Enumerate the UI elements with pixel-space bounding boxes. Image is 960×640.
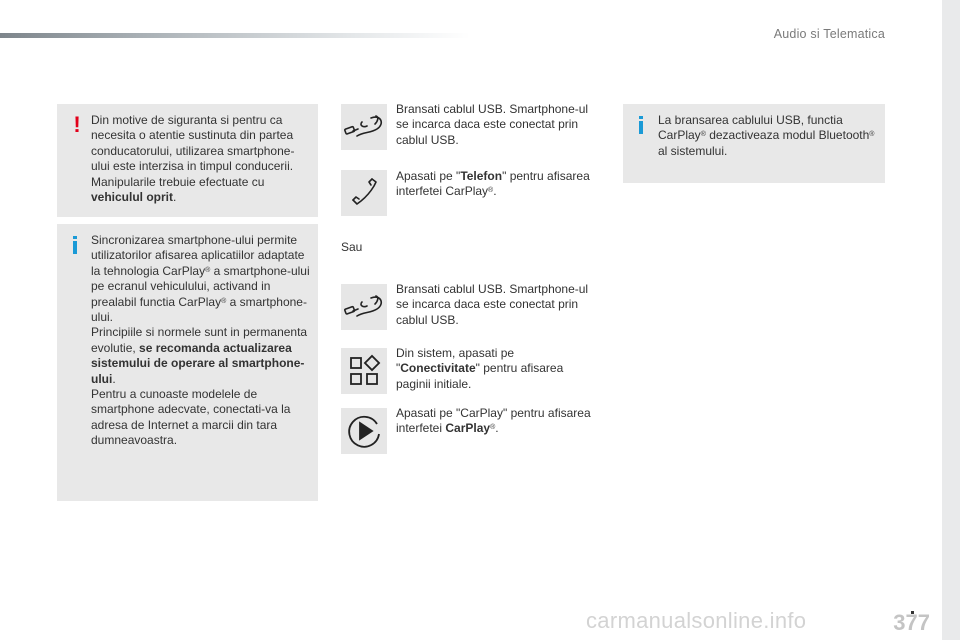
warning-box [57,104,318,217]
exclamation-icon: ! [73,112,81,137]
info-text-bluetooth: La bransarea cablului USB, functia CarPlay® dezactiveaza modul Bluetooth® al sistemului. [658,113,875,158]
info-icon [639,116,643,130]
info-text-carplay: Sincronizarea smartphone-ului permite utilizatorilor afisarea aplicatiilor adaptate la tehnologia CarPlay® a smartphone-ului pe ecranul vehiculului, activand in prealabil functia CarPlay® a smartphone-ului. Principiile si normele sunt in permanenta evolutie, se recomanda actualizarea sistemului de operare al smartphone-ului. Pentru a cunoaste modelele de smartphone adecvate, conectati-va la adresa de Internet a marcii din tara dumneavoastra. [91,233,310,448]
step-4-text: Din sistem, apasati pe "Conectivitate" pentru afisarea paginii initiale. [396,346,564,391]
step-2-text: Apasati pe "Telefon" pentru afisarea interfetei CarPlay®. [396,169,590,199]
info-box-carplay [57,224,318,501]
usb-cable-icon [341,284,387,330]
step-1-text: Bransati cablul USB. Smartphone-ul se incarca daca este conectat prin cablul USB. [396,102,589,147]
connectivity-grid-icon [341,348,387,394]
page-number: 377 [893,610,930,635]
usb-cable-icon [341,104,387,150]
watermark: carmanualsonline.info [586,608,807,633]
step-3-text: Bransati cablul USB. Smartphone-ul se incarca daca este conectat prin cablul USB. [396,282,589,327]
info-icon [73,236,77,250]
info-box-bluetooth [623,104,885,183]
warning-text: Din motive de siguranta si pentru ca necesita o atentie sustinuta din partea conducatorului, utilizarea smartphone-ului este interzisa in timpul conducerii. Manipularile trebuie efectuate cu vehiculul oprit. [91,113,295,205]
carplay-play-icon [341,408,387,454]
separator-or: Sau [341,240,363,254]
phone-handset-icon [341,170,387,216]
step-5-text: Apasati pe "CarPlay" pentru afisarea interfetei CarPlay®. [396,406,591,436]
page-edge-strip [942,0,960,640]
header-gradient-bar [0,33,470,38]
page-section-title: Audio si Telematica [773,27,885,41]
